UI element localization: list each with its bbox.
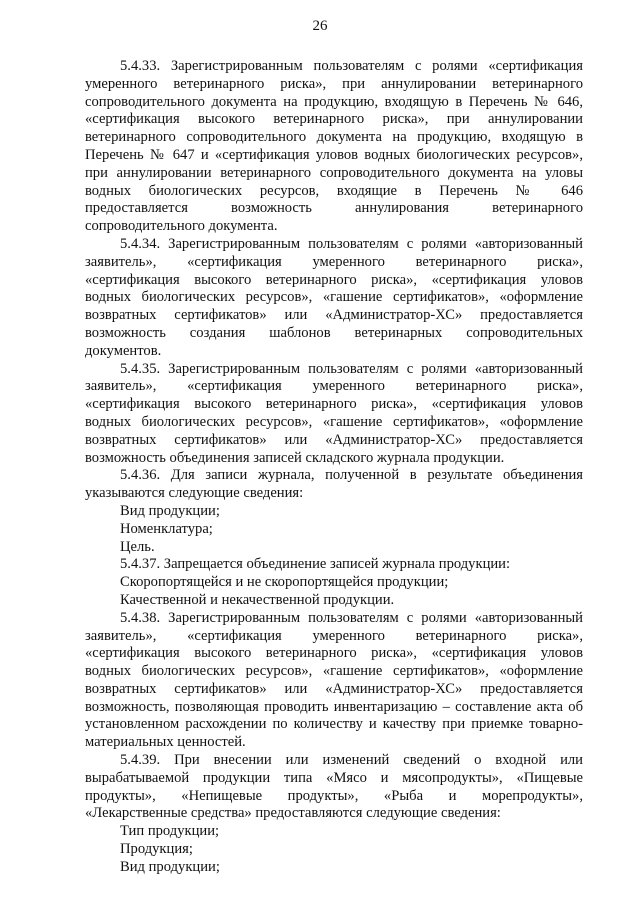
text-line: Вид продукции; — [120, 502, 220, 519]
text-line: «сертификация высокого ветеринарного риска», при аннулировании — [85, 111, 583, 128]
text-line: материальных ценностей. — [85, 734, 246, 751]
text-line: 5.4.37. Запрещается объединение записей журнала продукции: — [120, 556, 511, 573]
text-line: «сертификация высокого ветеринарного риска», «сертификация уловов — [85, 396, 583, 413]
text-line: установленном расхождении по количеству и качеству при приемке товарно- — [85, 716, 583, 733]
text-line: возвратных сертификатов» или «Администратор-ХС» предоставляется — [85, 307, 583, 324]
text-line: Номенклатура; — [120, 520, 213, 537]
text-line: умеренного ветеринарного риска», при аннулировании ветеринарного — [85, 75, 583, 92]
text-line: 5.4.33. Зарегистрированным пользователям с ролями «сертификация — [120, 58, 583, 74]
text-line: сопроводительного документа на продукцию, входящую в Перечень № 646, — [85, 93, 583, 110]
text-line: Качественной и некачественной продукции. — [120, 591, 395, 608]
text-line: заявитель», «сертификация умеренного ветеринарного риска», — [85, 378, 583, 395]
text-line: заявитель», «сертификация умеренного ветеринарного риска», — [85, 627, 583, 644]
text-line: указываются следующие сведения: — [85, 485, 304, 502]
text-line: 5.4.38. Зарегистрированным пользователям с ролями «авторизованный — [120, 609, 583, 626]
text-line: 5.4.36. Для записи журнала, полученной в результате объединения — [120, 467, 583, 484]
text-line: при аннулировании ветеринарного сопроводительного документа на уловы — [85, 164, 583, 181]
text-line: сопроводительного документа. — [85, 218, 278, 235]
text-line: предоставляется возможность аннулирования ветеринарного — [85, 200, 583, 217]
text-line: Вид продукции; — [120, 858, 220, 875]
text-line: 5.4.34. Зарегистрированным пользователям с ролями «авторизованный — [120, 235, 583, 252]
text-line: заявитель», «сертификация умеренного ветеринарного риска», — [85, 253, 583, 270]
document-body — [85, 58, 583, 877]
text-line: водных биологических ресурсов», «гашение сертификатов», «оформление — [85, 663, 583, 680]
text-line: Скоропортящейся и не скоропортящейся продукции; — [120, 574, 449, 591]
text-line: возвратных сертификатов» или «Администратор-ХС» предоставляется — [85, 431, 583, 448]
text-line: документов. — [85, 342, 162, 359]
text-line: возвратных сертификатов» или «Администратор-ХС» предоставляется — [85, 680, 583, 697]
text-line: ветеринарного сопроводительного документа на продукцию, входящую в — [85, 129, 583, 146]
text-line: «сертификация высокого ветеринарного риска», «сертификация уловов — [85, 645, 583, 662]
text-line: «Лекарственные средства» предоставляются следующие сведения: — [85, 805, 501, 822]
text-line: возможность создания шаблонов ветеринарных сопроводительных — [85, 324, 583, 341]
text-line: 5.4.35. Зарегистрированным пользователям с ролями «авторизованный — [120, 360, 583, 377]
text-line: водных биологических ресурсов, входящие в Перечень № 646 — [85, 182, 583, 199]
text-line: Продукция; — [120, 841, 193, 858]
text-line: Тип продукции; — [120, 823, 220, 840]
text-line: «сертификация высокого ветеринарного риска», «сертификация уловов — [85, 271, 583, 288]
text-line: Перечень № 647 и «сертификация уловов водных биологических ресурсов», — [85, 146, 583, 163]
text-line: 5.4.39. При внесении или изменений сведений о входной или — [120, 752, 583, 769]
text-line: возможность объединения записей складского журнала продукции. — [85, 449, 505, 466]
text-line: водных биологических ресурсов», «гашение сертификатов», «оформление — [85, 413, 583, 430]
text-line: вырабатываемой продукции типа «Мясо и мясопродукты», «Пищевые — [85, 769, 583, 786]
text-line: Цель. — [120, 538, 155, 555]
text-line: продукты», «Непищевые продукты», «Рыба и морепродукты», — [85, 787, 583, 804]
text-line: водных биологических ресурсов», «гашение сертификатов», «оформление — [85, 289, 583, 306]
text-line: возможность, позволяющая проводить инвентаризацию – составление акта об — [85, 698, 583, 715]
page-number: 26 — [312, 18, 328, 34]
